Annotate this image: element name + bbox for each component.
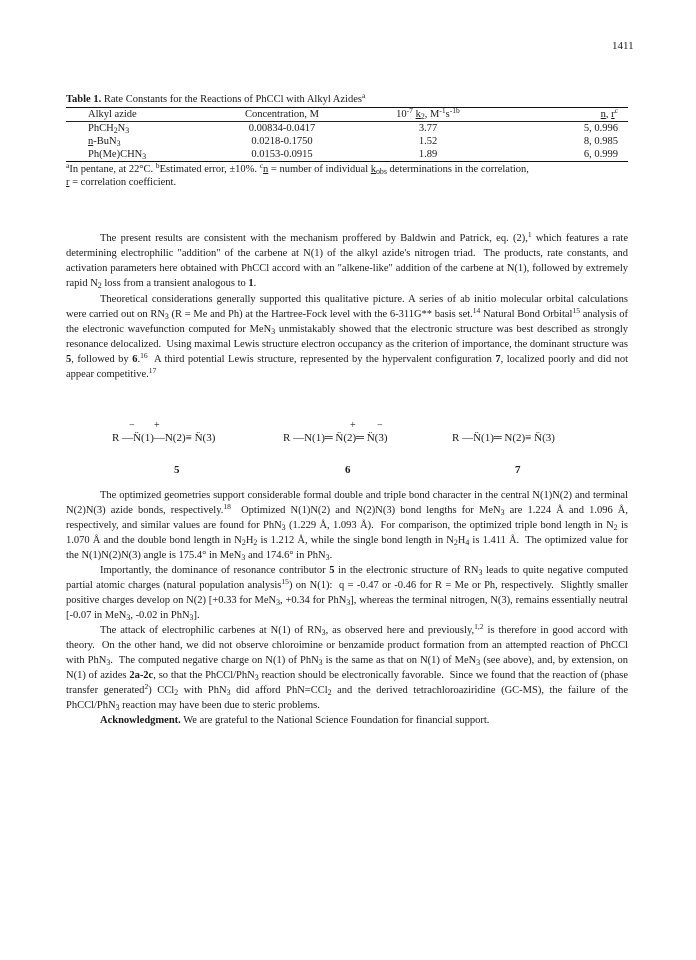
table-row: n-BuN$_3$ 0.0218-0.1750 1.52 8, 0.985 [88, 136, 618, 148]
table-header-row [66, 108, 628, 121]
table-row: $PhCH_2N_3$ 0.00834-0.0417 3.77 5, 0.996 [88, 123, 618, 135]
page-number: 1411 [612, 40, 634, 52]
header-alkyl-azide: Alkyl azide [88, 109, 137, 120]
body-text-upper [66, 231, 628, 382]
body-text-lower [66, 488, 628, 728]
header-n-r: n, $r^c$ [600, 106, 618, 120]
structure-7: R —N̈(1)═ N(2)≡ N̈(3) 7 [452, 432, 555, 476]
paragraph-acknowledgment: Acknowledgment. We are grateful to the National Science Foundation for financial support. [100, 715, 490, 726]
table-row: $Ph(Me)CHN_3$ 0.0153-0.0915 1.89 6, 0.999 [88, 149, 618, 161]
table-bottom-rule [66, 161, 628, 162]
header-rate-constant: $10^{-7}$ $k_2$, $M^{-1}s^{-1b}$ [396, 106, 460, 121]
table-caption: Table 1. Rate Constants for the Reactions of PhCCl with Alkyl Azides$^a$ [66, 91, 366, 105]
paragraph-theory: Theoretical considerations generally supported this qualitative picture. A series of ab initio molecular orbital calculations were carried out on $RN_3$ (R = Me and Ph) at the Hartree-Fock level with the 6-311G** basis set.$^{14}$ Natural Bond Orbital$^{15}$ analysis of the electronic wavefunction computed for MeN$_3$ unmistakably showed that the electronic structure was best described as strongly resonance delocalized. Using maximal Lewis structure electron occupancy as the criterion of importance, the dominant structure was 5, followed by 6.16 A third potential Lewis structure, represented by the hypervalent configuration 7, localized poorly and did not appear competitive.$^{17}$ [66, 294, 629, 380]
structure-5: − + R —N̈(1)—N(2)≡ N̈(3) 5 [112, 420, 216, 476]
paragraph-mechanism: The present results are consistent with the mechanism proffered by Baldwin and Patrick, eq. (2),$^1$ which features a rate determining electrophilic "addition" of the carbene at N(1) of the alkyl azide's nitrogen triad. The products, rate constants, and activation parameters here obtained with PhCCl accord with an "alkene-like" addition of the carbene at N(1), followed by extremely rapid $N_2$ loss from a transient analogous to 1. [66, 230, 628, 290]
paragraph-attack: The attack of electrophilic carbenes at N(1) of $RN_3$, as observed here and previously,$^{1,2}$ is therefore in good accord with theory. On the other hand, we did not observe chloroimine or benzamide product formation from an attempted reaction of PhCCl with PhN$_3$. The computed negative charge on N(1) of PhN$_3$ is the same as that on N(1) of MeN$_3$ (see above), and, by extension, on N(1) of azides 2a-2c, so that the PhCCl/PhN$_3$ reaction should be electronically favorable. Since we found that the reaction of (phase transfer generated$^2$) CCl$_2$ with PhN$_3$ did afford PhN=CCl$_2$ and the derived tetrachloroaziridine (GC-MS), the failure of the PhCCl/PhN$_3$ reaction may have been due to steric problems. [66, 622, 629, 712]
structure-6: + − R —N(1)═ N̈(2)═ N̈(3) 6 [283, 420, 388, 476]
rate-constants-table [66, 93, 628, 189]
resonance-structures [66, 418, 628, 476]
paragraph-charges: Importantly, the dominance of resonance contributor 5 in the electronic structure of $RN_3$ leads to quite negative computed partial atomic charges (natural population analysis$^{15}$) on N(1): q = -0.47 or -0.46 for R = Me or Ph, respectively. Slightly smaller positive charges develop on N(2) [+0.33 for MeN$_3$, +0.34 for PhN$_3$], whereas the terminal nitrogen, N(3), remains essentially neutral [-0.07 in MeN$_3$, -0.02 in PhN$_3$]. [66, 565, 628, 622]
header-concentration: Concentration, M [244, 109, 320, 120]
paragraph-geometries: The optimized geometries support considerable formal double and triple bond character in the central N(1)N(2) and terminal N(2)N(3) azide bonds, respectively.$^{18}$ Optimized N(1)N(2) and N(2)N(3) bond lengths for MeN$_3$ are 1.224 Å and 1.096 Å, respectively, and similar values are found for PhN$_3$ (1.229 Å, 1.093 Å). For comparison, the optimized triple bond length in $N_2$ is 1.070 Å and the double bond length in $N_2H_2$ is 1.212 Å, while the single bond length in $N_2H_4$ is 1.411 Å. The optimized value for the N(1)N(2)N(3) angle is 175.4° in MeN$_3$ and 174.6° in PhN$_3$. [66, 490, 628, 562]
table-footnote: $^a$In pentane, at 22°C. $^b$Estimated error, ±10%. $^c$n = number of individual $k_{obs}$ determinations in the correlation, r = correlation coefficient. [66, 161, 529, 188]
